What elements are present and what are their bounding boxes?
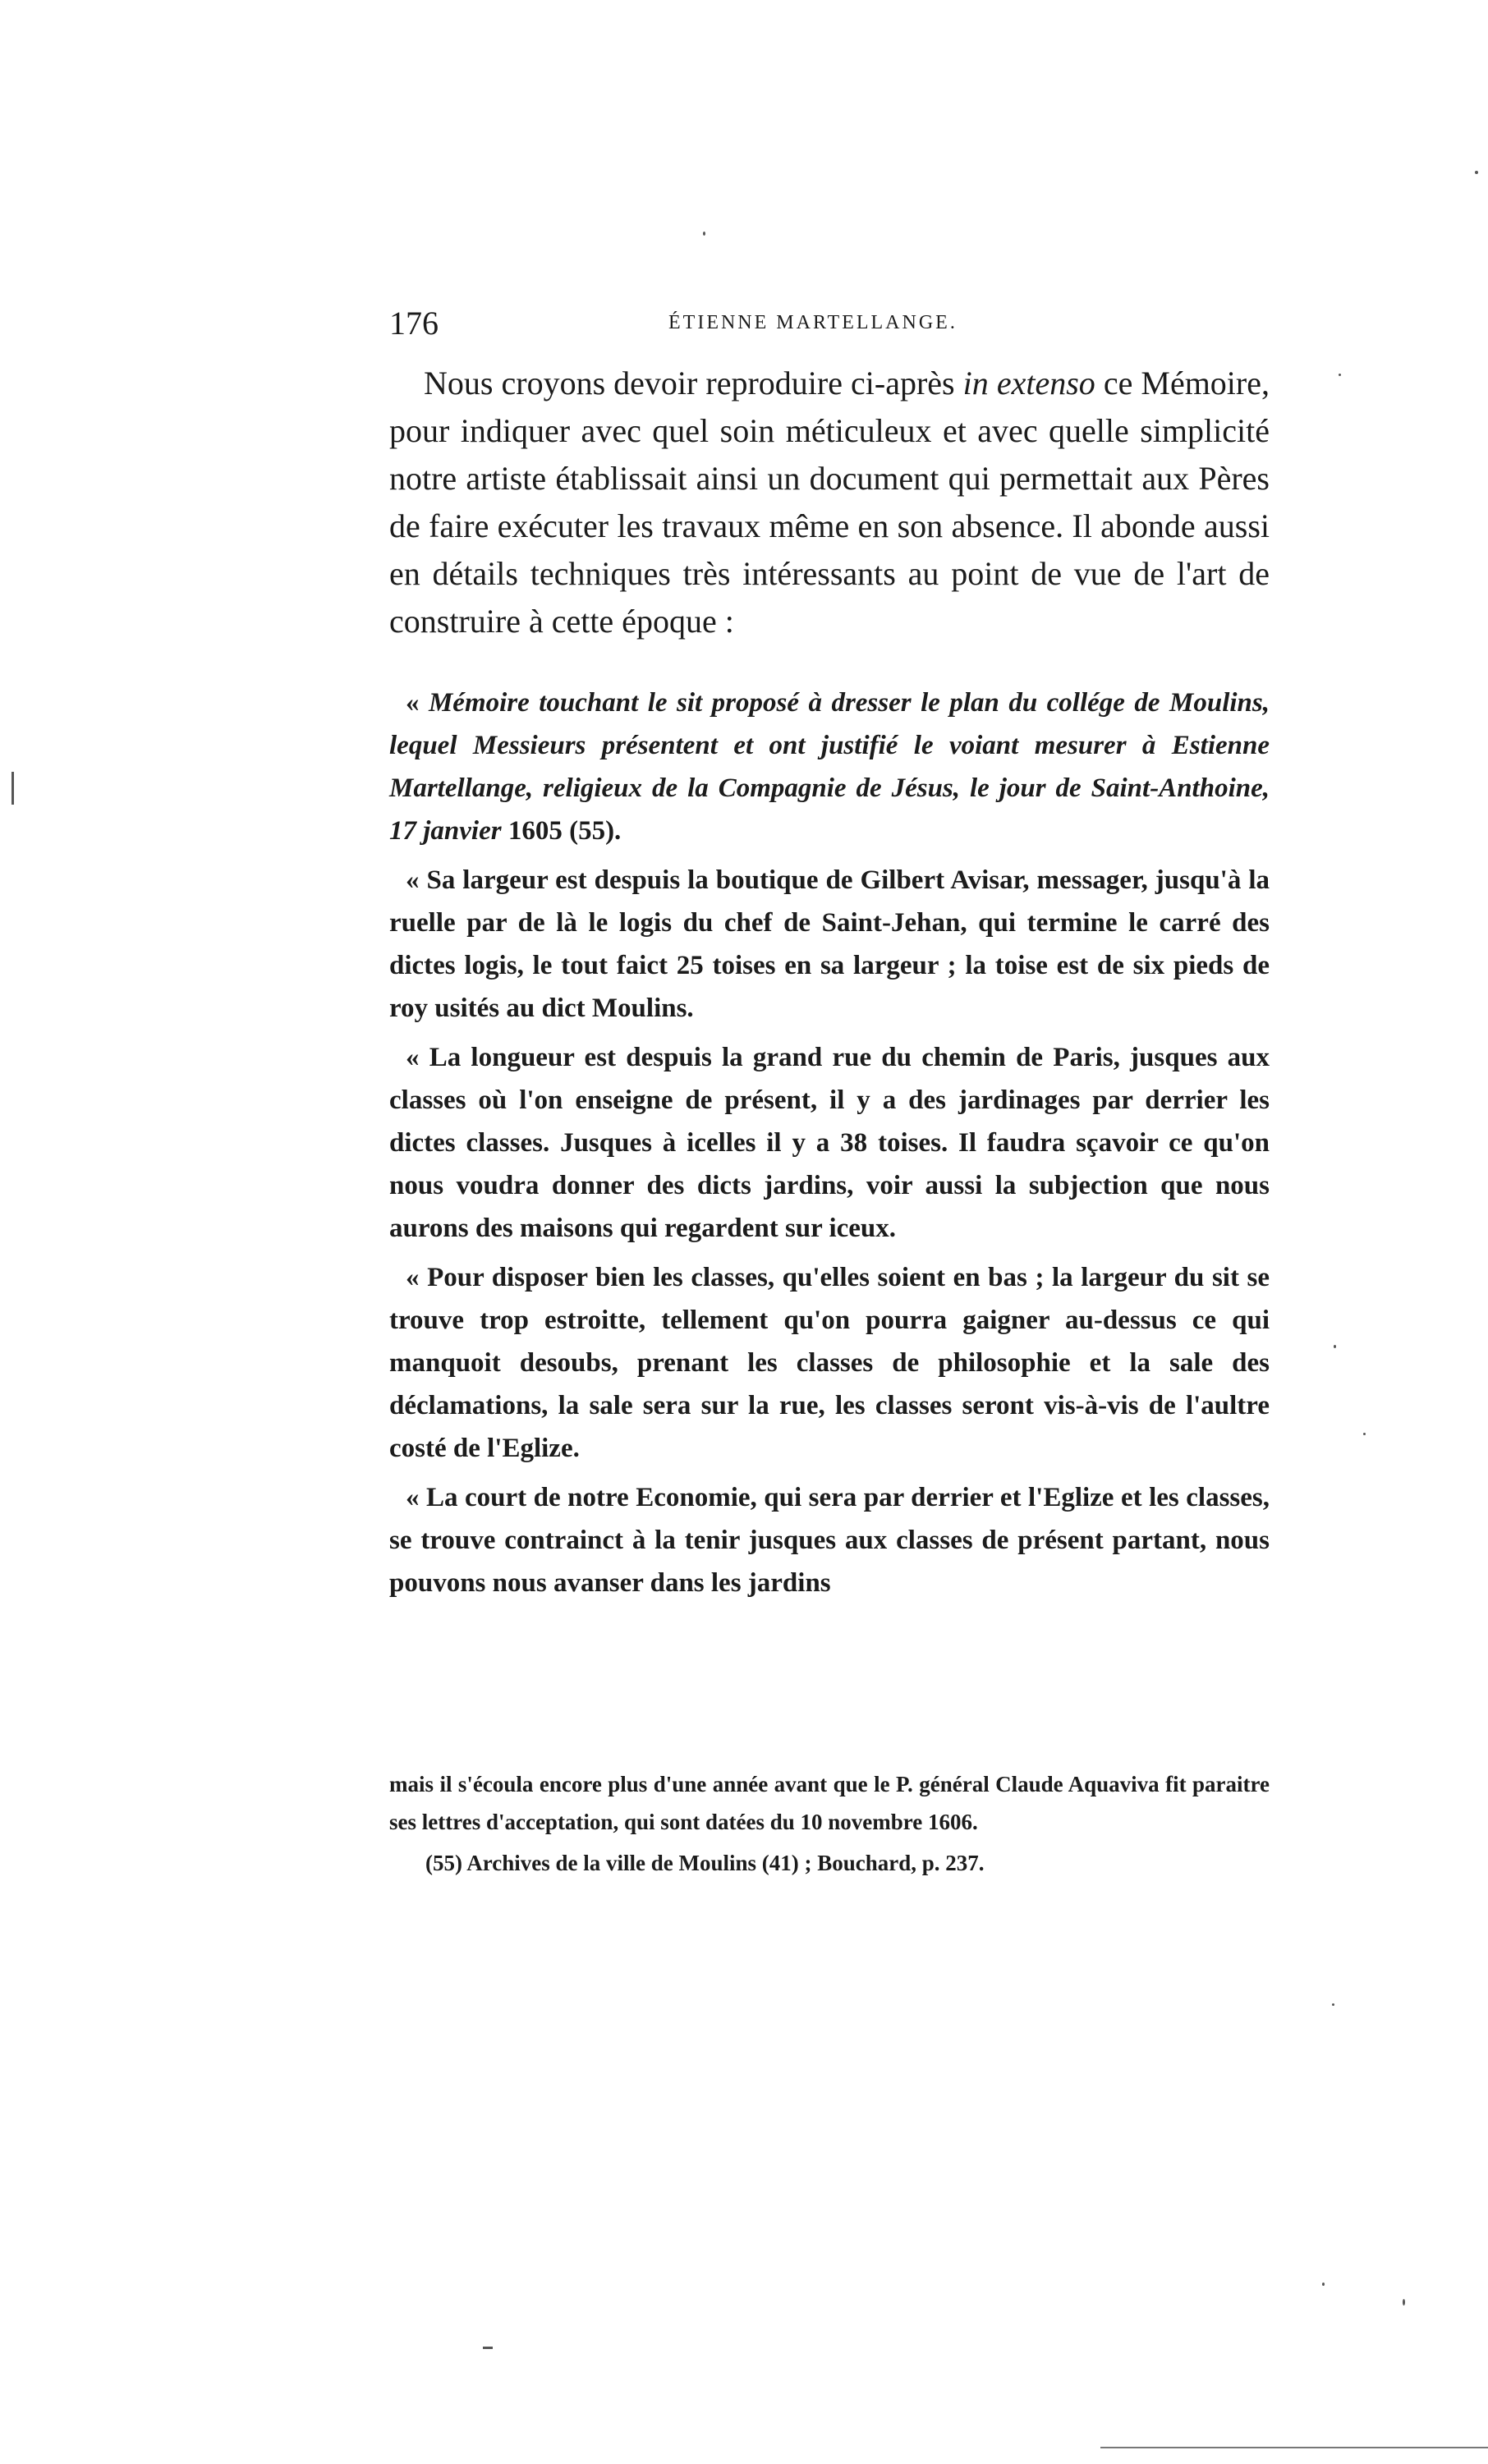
scan-edge-line	[1100, 2447, 1488, 2448]
scan-speck	[1403, 2299, 1405, 2306]
page-number: 176	[389, 305, 439, 342]
scan-speck	[1363, 1433, 1366, 1435]
memoir-quotation	[389, 681, 1270, 1604]
intro-text-before: Nous croyons devoir reproduire ci-après	[424, 365, 963, 401]
memoir-title-date: 1605 (55).	[501, 816, 622, 846]
memoir-title-italic: Mémoire touchant le sit proposé à dresser le plan du collége de Moulins, lequel Messieurs présentent et ont justifié le voiant mesurer à Estienne Martellange, religieux de la Compagnie de Jésus, le jour de Saint-Anthoine, 17 janvier	[389, 688, 1270, 846]
running-head: ÉTIENNE MARTELLANGE.	[668, 312, 958, 333]
memoir-title	[389, 681, 1270, 852]
memoir-paragraph-court: « La court de notre Economie, qui sera par derrier et l'Eglize et les classes, se trouve contrainct à la tenir jusques aux classes de présent partant, nous pouvons nous avanser dans les jardins	[389, 1483, 1270, 1598]
scan-speck	[703, 232, 705, 236]
body-text	[389, 360, 1270, 1611]
intro-text-italic: in extenso	[962, 365, 1095, 401]
scan-speck	[1332, 2003, 1334, 2006]
scan-speck	[11, 772, 14, 805]
scan-speck	[1339, 374, 1341, 376]
memoir-paragraph-width: « Sa largeur est despuis la boutique de Gilbert Avisar, messager, jusqu'à la ruelle par de là le logis du chef de Saint-Jehan, qui termine le carré des dictes logis, le tout faict 25 toises en sa largeur ; la toise est de six pieds de roy usités au dict Moulins.	[389, 865, 1270, 1023]
memoir-paragraph-classes: « Pour disposer bien les classes, qu'elles soient en bas ; la largeur du sit se trouve trop estroitte, tellement qu'on pourra gaigner au-dessus ce qui manquoit desoubs, prenant les classes de philosophie et la sale des déclamations, la sale sera sur la rue, les classes seront vis-à-vis de l'aultre costé de l'Eglize.	[389, 1263, 1270, 1463]
intro-text-after: ce Mémoire, pour indiquer avec quel soin méticuleux et avec quelle simplicité notre artiste établissait ainsi un document qui permettait aux Pères de faire exécuter les travaux même en son absence. Il abonde aussi en détails techniques très intéressants au point de vue de l'art de construire à cette époque :	[389, 365, 1270, 640]
memoir-paragraph-length: « La longueur est despuis la grand rue du chemin de Paris, jusques aux classes où l'on enseigne de présent, il y a des jardinages par derrier les dictes classes. Jusques à icelles il y a 38 toises. Il faudra sçavoir ce qu'on nous voudra donner des dicts jardins, voir aussi la subjection que nous aurons des maisons qui regardent sur iceux.	[389, 1043, 1270, 1243]
footnote-55: (55) Archives de la ville de Moulins (41) ; Bouchard, p. 237.	[425, 1851, 985, 1875]
intro-paragraph	[389, 360, 1270, 645]
page-header	[389, 304, 1270, 345]
scan-speck	[1475, 171, 1478, 174]
footnotes	[389, 1765, 1270, 1885]
memoir-title-open: «	[406, 688, 429, 718]
scan-speck	[483, 2347, 493, 2349]
footnote-continuation: mais il s'écoula encore plus d'une année avant que le P. général Claude Aquaviva fit paraitre ses lettres d'acceptation, qui sont datées du 10 novembre 1606.	[389, 1772, 1270, 1834]
scan-speck	[1322, 2283, 1325, 2286]
scan-speck	[1334, 1345, 1336, 1348]
